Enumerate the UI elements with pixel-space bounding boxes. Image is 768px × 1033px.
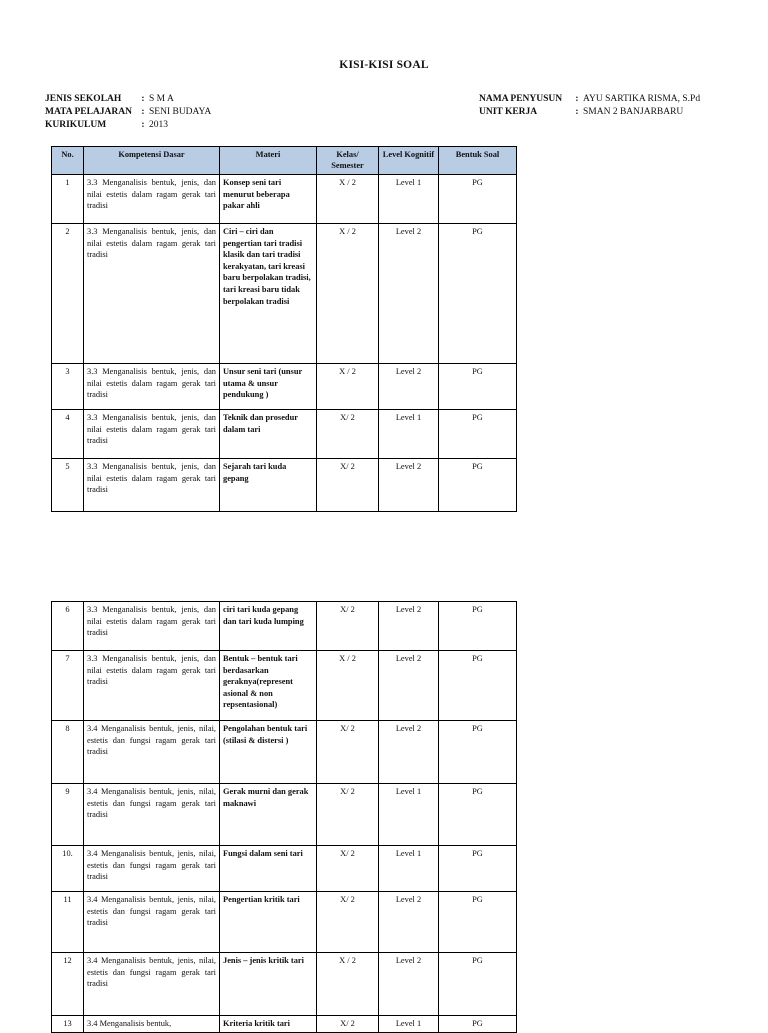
- cell-kelas-semester: X/ 2: [317, 602, 379, 651]
- info-value: AYU SARTIKA RISMA, S.Pd: [583, 94, 701, 104]
- cell-kelas-semester: X/ 2: [317, 784, 379, 846]
- cell-materi: ciri tari kuda gepang dan tari kuda lumping: [220, 602, 317, 651]
- cell-level-kognitif: Level 2: [379, 721, 439, 784]
- cell-level-kognitif: Level 2: [379, 953, 439, 1016]
- cell-bentuk-soal: PG: [439, 364, 517, 410]
- cell-kompetensi-dasar: 3.4 Menganalisis bentuk, jenis, nilai, estetis dan fungsi ragam gerak tari tradisi: [84, 784, 220, 846]
- kisi-kisi-table-page1: [51, 146, 517, 512]
- table-row: [52, 459, 517, 512]
- cell-materi: Gerak murni dan gerak maknawi: [220, 784, 317, 846]
- info-label: JENIS SEKOLAH: [45, 94, 122, 104]
- cell-kelas-semester: X/ 2: [317, 892, 379, 953]
- cell-no: 13: [52, 1016, 84, 1033]
- cell-kompetensi-dasar: 3.4 Menganalisis bentuk,: [84, 1016, 220, 1033]
- kisi-kisi-table-page2: [51, 601, 517, 1033]
- cell-no: 10.: [52, 846, 84, 892]
- cell-kompetensi-dasar: 3.4 Menganalisis bentuk, jenis, nilai, estetis dan fungsi ragam gerak tari tradisi: [84, 846, 220, 892]
- cell-kompetensi-dasar: 3.3 Menganalisis bentuk, jenis, dan nilai estetis dalam ragam gerak tari tradisi: [84, 175, 220, 224]
- header-kompetensi-dasar: Kompetensi Dasar: [84, 147, 220, 175]
- cell-materi: Konsep seni tari menurut beberapa pakar ahli: [220, 175, 317, 224]
- info-row-mata-pelajaran: [45, 106, 211, 119]
- info-label: KURIKULUM: [45, 120, 107, 130]
- cell-bentuk-soal: PG: [439, 459, 517, 512]
- cell-no: 4: [52, 410, 84, 459]
- cell-kelas-semester: X/ 2: [317, 459, 379, 512]
- cell-bentuk-soal: PG: [439, 892, 517, 953]
- table-header-row: [52, 147, 517, 175]
- cell-kompetensi-dasar: 3.3 Menganalisis bentuk, jenis, dan nilai estetis dalam ragam gerak tari tradisi: [84, 224, 220, 364]
- table-row: [52, 224, 517, 364]
- cell-materi: Jenis – jenis kritik tari: [220, 953, 317, 1016]
- cell-level-kognitif: Level 2: [379, 224, 439, 364]
- cell-bentuk-soal: PG: [439, 1016, 517, 1033]
- cell-materi: Kriteria kritik tari: [220, 1016, 317, 1033]
- info-label: MATA PELAJARAN: [45, 107, 132, 117]
- info-separator: :: [141, 107, 145, 117]
- table-row: [52, 846, 517, 892]
- cell-materi: Sejarah tari kuda gepang: [220, 459, 317, 512]
- cell-kelas-semester: X/ 2: [317, 410, 379, 459]
- header-info-right: [479, 93, 700, 119]
- cell-kompetensi-dasar: 3.4 Menganalisis bentuk, jenis, nilai, estetis dan fungsi ragam gerak tari tradisi: [84, 892, 220, 953]
- cell-no: 11: [52, 892, 84, 953]
- cell-materi: Pengertian kritik tari: [220, 892, 317, 953]
- cell-no: 3: [52, 364, 84, 410]
- table-row: [52, 784, 517, 846]
- cell-bentuk-soal: PG: [439, 953, 517, 1016]
- cell-materi: Bentuk – bentuk tari berdasarkan geraknya(represent asional & non repsentasional): [220, 651, 317, 721]
- cell-kompetensi-dasar: 3.3 Menganalisis bentuk, jenis, dan nilai estetis dalam ragam gerak tari tradisi: [84, 602, 220, 651]
- info-row-unit-kerja: [479, 106, 700, 119]
- table-row: [52, 364, 517, 410]
- cell-level-kognitif: Level 2: [379, 602, 439, 651]
- info-row-kurikulum: [45, 119, 211, 132]
- info-label: UNIT KERJA: [479, 107, 538, 117]
- table-row: [52, 721, 517, 784]
- cell-materi: Teknik dan prosedur dalam tari: [220, 410, 317, 459]
- cell-bentuk-soal: PG: [439, 846, 517, 892]
- info-value: SMAN 2 BANJARBARU: [583, 107, 684, 117]
- header-level-kognitif: Level Kognitif: [379, 147, 439, 175]
- cell-bentuk-soal: PG: [439, 651, 517, 721]
- cell-no: 6: [52, 602, 84, 651]
- cell-level-kognitif: Level 1: [379, 410, 439, 459]
- cell-bentuk-soal: PG: [439, 224, 517, 364]
- cell-no: 12: [52, 953, 84, 1016]
- table-row: [52, 892, 517, 953]
- cell-level-kognitif: Level 1: [379, 175, 439, 224]
- cell-kelas-semester: X/ 2: [317, 1016, 379, 1033]
- info-value: 2013: [149, 120, 168, 130]
- table-row: [52, 953, 517, 1016]
- cell-bentuk-soal: PG: [439, 721, 517, 784]
- table-row: [52, 410, 517, 459]
- cell-level-kognitif: Level 1: [379, 846, 439, 892]
- info-label: NAMA PENYUSUN: [479, 94, 563, 104]
- cell-no: 1: [52, 175, 84, 224]
- info-value: SENI BUDAYA: [149, 107, 212, 117]
- cell-no: 9: [52, 784, 84, 846]
- cell-kelas-semester: X / 2: [317, 953, 379, 1016]
- header-bentuk-soal: Bentuk Soal: [439, 147, 517, 175]
- table-row: [52, 651, 517, 721]
- info-value: S M A: [149, 94, 174, 104]
- header-materi: Materi: [220, 147, 317, 175]
- table-row: [52, 175, 517, 224]
- cell-bentuk-soal: PG: [439, 175, 517, 224]
- cell-no: 7: [52, 651, 84, 721]
- header-kelas-semester: Kelas/ Semester: [317, 147, 379, 175]
- info-separator: :: [575, 94, 579, 104]
- cell-kelas-semester: X / 2: [317, 364, 379, 410]
- info-separator: :: [575, 107, 579, 117]
- cell-bentuk-soal: PG: [439, 602, 517, 651]
- cell-bentuk-soal: PG: [439, 784, 517, 846]
- cell-materi: Ciri – ciri dan pengertian tari tradisi klasik dan tari tradisi kerakyatan, tari kreasi baru berpolakan tradisi, tari kreasi baru tidak berpolakan tradisi: [220, 224, 317, 364]
- cell-kompetensi-dasar: 3.3 Menganalisis bentuk, jenis, dan nilai estetis dalam ragam gerak tari tradisi: [84, 459, 220, 512]
- cell-level-kognitif: Level 2: [379, 459, 439, 512]
- info-separator: :: [141, 94, 145, 104]
- cell-kompetensi-dasar: 3.3 Menganalisis bentuk, jenis, dan nilai estetis dalam ragam gerak tari tradisi: [84, 364, 220, 410]
- document-title: KISI-KISI SOAL: [339, 59, 429, 71]
- cell-level-kognitif: Level 2: [379, 892, 439, 953]
- cell-no: 2: [52, 224, 84, 364]
- cell-bentuk-soal: PG: [439, 410, 517, 459]
- cell-kompetensi-dasar: 3.4 Menganalisis bentuk, jenis, nilai, estetis dan fungsi ragam gerak tari tradisi: [84, 721, 220, 784]
- table-row: [52, 602, 517, 651]
- cell-no: 5: [52, 459, 84, 512]
- cell-kompetensi-dasar: 3.3 Menganalisis bentuk, jenis, dan nilai estetis dalam ragam gerak tari tradisi: [84, 410, 220, 459]
- cell-kompetensi-dasar: 3.3 Menganalisis bentuk, jenis, dan nilai estetis dalam ragam gerak tari tradisi: [84, 651, 220, 721]
- header-info-left: [45, 93, 211, 132]
- cell-kelas-semester: X/ 2: [317, 846, 379, 892]
- cell-kelas-semester: X/ 2: [317, 721, 379, 784]
- cell-materi: Fungsi dalam seni tari: [220, 846, 317, 892]
- cell-materi: Pengolahan bentuk tari (stilasi & distersi ): [220, 721, 317, 784]
- cell-level-kognitif: Level 2: [379, 651, 439, 721]
- cell-kelas-semester: X / 2: [317, 224, 379, 364]
- cell-kelas-semester: X / 2: [317, 175, 379, 224]
- cell-materi: Unsur seni tari (unsur utama & unsur pendukung ): [220, 364, 317, 410]
- cell-level-kognitif: Level 2: [379, 364, 439, 410]
- info-separator: :: [141, 120, 145, 130]
- info-row-nama-penyusun: [479, 93, 700, 106]
- info-row-jenis-sekolah: [45, 93, 211, 106]
- cell-no: 8: [52, 721, 84, 784]
- cell-level-kognitif: Level 1: [379, 1016, 439, 1033]
- cell-level-kognitif: Level 1: [379, 784, 439, 846]
- header-no: No.: [52, 147, 84, 175]
- cell-kompetensi-dasar: 3.4 Menganalisis bentuk, jenis, nilai, estetis dan fungsi ragam gerak tari tradisi: [84, 953, 220, 1016]
- cell-kelas-semester: X / 2: [317, 651, 379, 721]
